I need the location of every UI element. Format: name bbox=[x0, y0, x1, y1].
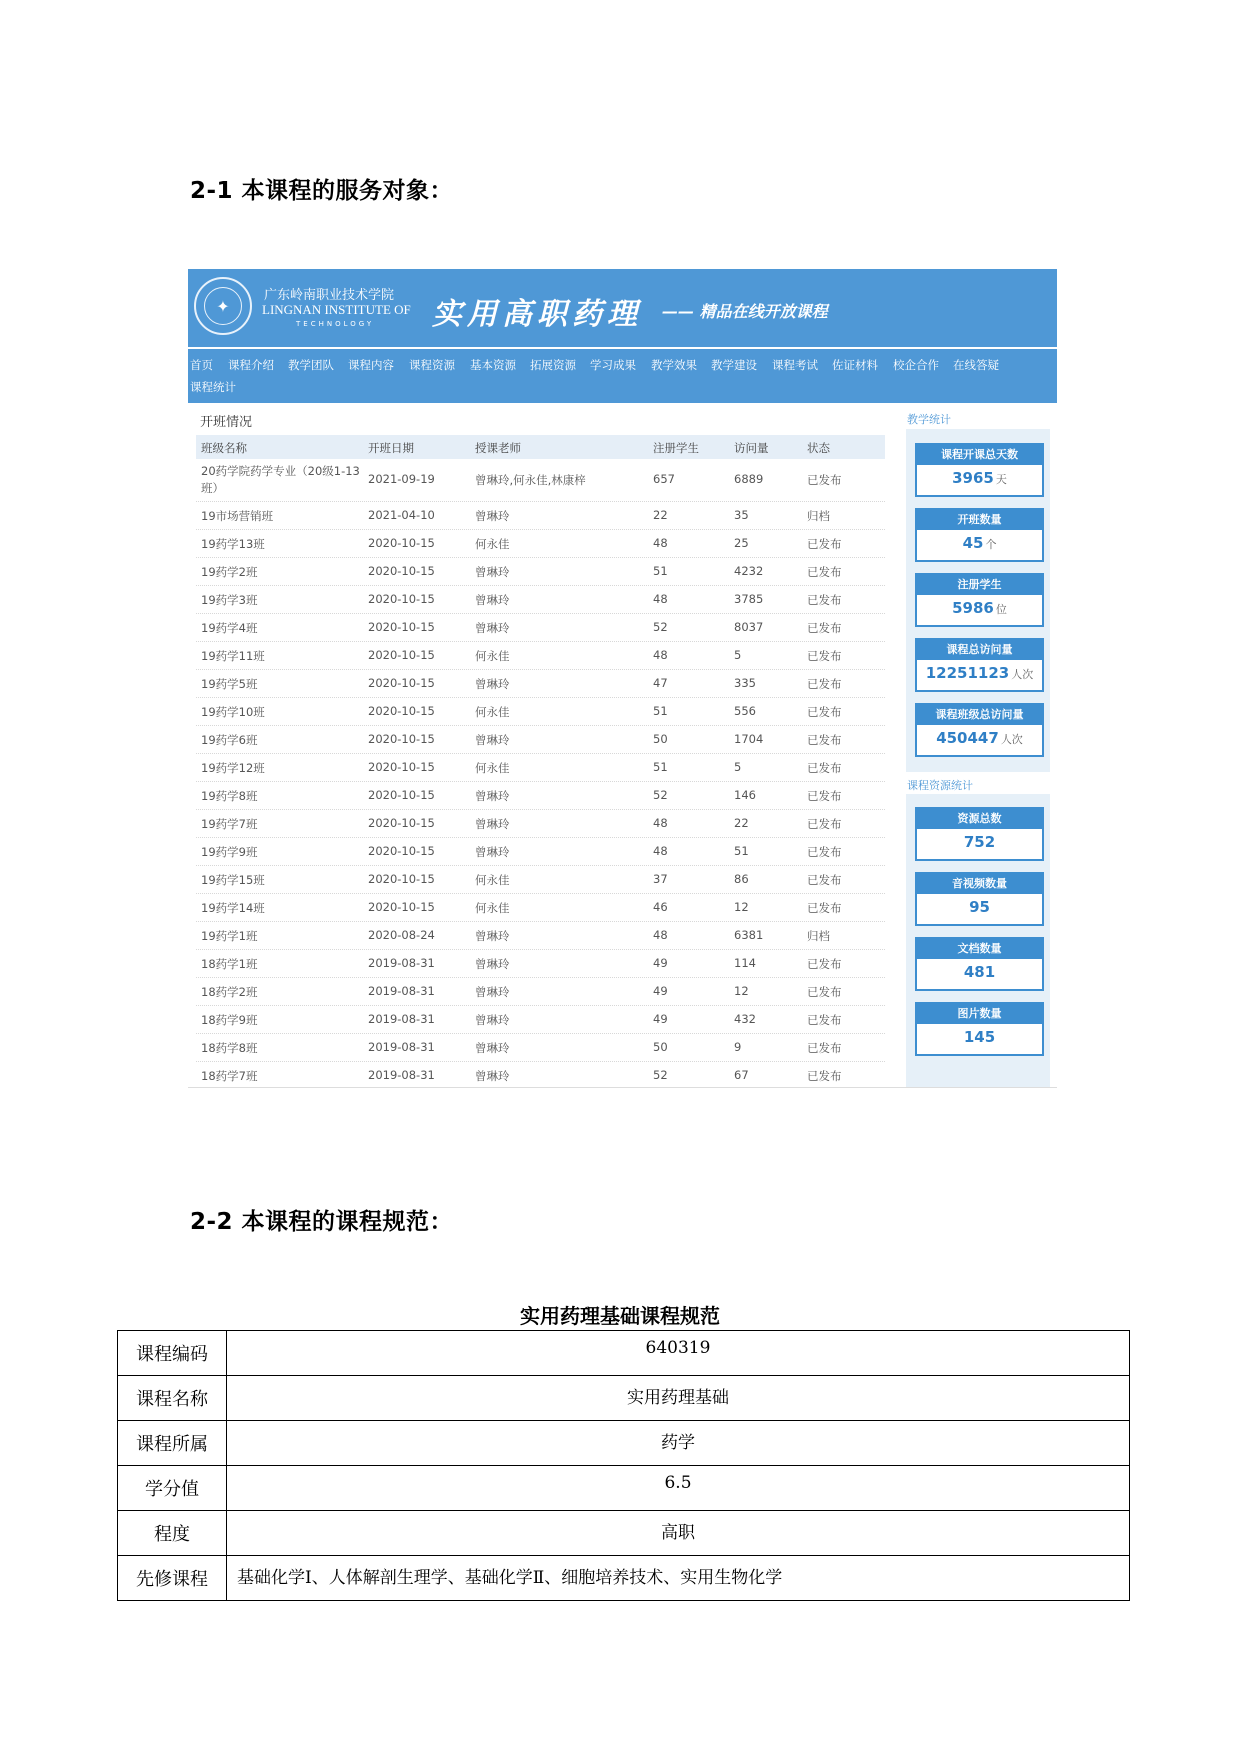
table-cell: 已发布 bbox=[807, 473, 842, 487]
section-heading-course-spec: 2-2 本课程的课程规范： bbox=[190, 1209, 454, 1235]
class-table-header bbox=[196, 435, 885, 459]
stat-card-label: 资源总数 bbox=[917, 809, 1042, 829]
table-cell: 已发布 bbox=[807, 705, 842, 719]
nav-item[interactable]: 教学建设 bbox=[711, 358, 757, 372]
table-cell: 何永佳 bbox=[475, 705, 510, 719]
table-cell: 48 bbox=[653, 648, 668, 662]
table-cell: 657 bbox=[653, 472, 675, 486]
table-row bbox=[196, 585, 885, 614]
table-cell: 曾琳玲,何永佳,林康梓 bbox=[475, 473, 586, 487]
stat-card-value bbox=[917, 1028, 1042, 1046]
stat-card-value bbox=[917, 833, 1042, 851]
table-cell: 12 bbox=[734, 984, 749, 998]
nav-item[interactable]: 课程内容 bbox=[348, 358, 394, 372]
nav-item[interactable]: 课程介绍 bbox=[228, 358, 274, 372]
table-cell: 2020-10-15 bbox=[368, 648, 435, 662]
table-cell: 22 bbox=[734, 816, 749, 830]
table-cell: 35 bbox=[734, 508, 749, 522]
table-cell: 已发布 bbox=[807, 873, 842, 887]
table-cell: 19药学13班 bbox=[201, 537, 265, 551]
table-cell: 2020-10-15 bbox=[368, 844, 435, 858]
stat-card-value bbox=[917, 469, 1042, 487]
table-row bbox=[196, 1005, 885, 1034]
stat-card bbox=[915, 443, 1044, 497]
site-banner bbox=[188, 269, 1057, 347]
table-cell: 2020-10-15 bbox=[368, 620, 435, 634]
table-cell: 何永佳 bbox=[475, 537, 510, 551]
table-cell: 曾琳玲 bbox=[475, 985, 510, 999]
spec-value: 实用药理基础 bbox=[227, 1376, 1130, 1421]
table-cell: 2020-10-15 bbox=[368, 732, 435, 746]
stat-card bbox=[915, 703, 1044, 757]
table-cell: 2019-08-31 bbox=[368, 956, 435, 970]
stat-card-value bbox=[917, 599, 1042, 617]
table-row bbox=[196, 1033, 885, 1062]
table-cell: 67 bbox=[734, 1068, 749, 1082]
table-cell: 48 bbox=[653, 536, 668, 550]
table-cell: 4232 bbox=[734, 564, 764, 578]
nav-item[interactable]: 课程资源 bbox=[409, 358, 455, 372]
table-row bbox=[196, 977, 885, 1006]
table-cell: 6889 bbox=[734, 472, 764, 486]
table-cell: 2021-09-19 bbox=[368, 472, 435, 486]
stat-card-label: 图片数量 bbox=[917, 1004, 1042, 1024]
spec-key: 先修课程 bbox=[118, 1556, 227, 1601]
table-row bbox=[196, 725, 885, 754]
table-cell: 曾琳玲 bbox=[475, 1069, 510, 1083]
table-cell: 50 bbox=[653, 1040, 668, 1054]
table-cell: 已发布 bbox=[807, 789, 842, 803]
stat-value-number: 145 bbox=[963, 1028, 996, 1046]
table-cell: 5 bbox=[734, 648, 742, 662]
table-cell: 曾琳玲 bbox=[475, 817, 510, 831]
stat-card-label: 课程开课总天数 bbox=[917, 445, 1042, 465]
table-cell: 19药学2班 bbox=[201, 565, 258, 579]
spec-row bbox=[118, 1331, 1130, 1376]
table-row bbox=[196, 809, 885, 838]
table-cell: 何永佳 bbox=[475, 761, 510, 775]
table-cell: 432 bbox=[734, 1012, 756, 1026]
nav-item[interactable]: 在线答疑 bbox=[953, 358, 999, 372]
nav-item[interactable]: 佐证材料 bbox=[832, 358, 878, 372]
table-cell: 2020-10-15 bbox=[368, 536, 435, 550]
column-header: 授课老师 bbox=[475, 441, 521, 455]
table-cell: 6381 bbox=[734, 928, 764, 942]
table-cell: 19药学15班 bbox=[201, 873, 265, 887]
table-cell: 2020-10-15 bbox=[368, 676, 435, 690]
stat-value-unit: 位 bbox=[995, 603, 1007, 616]
stat-card bbox=[915, 872, 1044, 926]
stat-card-value bbox=[917, 729, 1042, 747]
stat-card bbox=[915, 573, 1044, 627]
table-cell: 19药学8班 bbox=[201, 789, 258, 803]
table-cell: 何永佳 bbox=[475, 649, 510, 663]
spec-table bbox=[117, 1330, 1130, 1601]
nav-item[interactable]: 基本资源 bbox=[470, 358, 516, 372]
table-cell: 已发布 bbox=[807, 1013, 842, 1027]
table-cell: 已发布 bbox=[807, 677, 842, 691]
table-cell: 19药学5班 bbox=[201, 677, 258, 691]
stat-value-number: 95 bbox=[969, 898, 990, 916]
stat-value-number: 45 bbox=[962, 534, 984, 552]
stat-value-unit: 人次 bbox=[1011, 668, 1034, 681]
table-cell: 51 bbox=[734, 844, 749, 858]
stat-card-value bbox=[917, 664, 1042, 682]
table-cell: 5 bbox=[734, 760, 742, 774]
table-cell: 已发布 bbox=[807, 537, 842, 551]
table-cell: 2020-10-15 bbox=[368, 872, 435, 886]
table-row bbox=[196, 557, 885, 586]
table-cell: 曾琳玲 bbox=[475, 621, 510, 635]
table-cell: 8037 bbox=[734, 620, 764, 634]
spec-value: 640319 bbox=[227, 1331, 1130, 1376]
table-row bbox=[196, 641, 885, 670]
table-row bbox=[196, 781, 885, 810]
table-cell: 18药学2班 bbox=[201, 985, 258, 999]
table-cell: 2020-10-15 bbox=[368, 704, 435, 718]
stat-card bbox=[915, 1002, 1044, 1056]
table-cell: 曾琳玲 bbox=[475, 677, 510, 691]
table-cell: 48 bbox=[653, 592, 668, 606]
spec-key: 课程所属 bbox=[118, 1421, 227, 1466]
table-cell: 18药学7班 bbox=[201, 1069, 258, 1083]
spec-row bbox=[118, 1376, 1130, 1421]
table-row bbox=[196, 837, 885, 866]
stat-card-label: 开班数量 bbox=[917, 510, 1042, 530]
table-cell: 146 bbox=[734, 788, 756, 802]
nav-item[interactable]: 首页 bbox=[190, 358, 213, 372]
column-header: 状态 bbox=[807, 441, 830, 455]
table-cell: 曾琳玲 bbox=[475, 789, 510, 803]
table-cell: 37 bbox=[653, 872, 668, 886]
table-cell: 49 bbox=[653, 984, 668, 998]
stat-value-number: 450447 bbox=[936, 729, 999, 747]
stat-value-unit: 个 bbox=[985, 538, 997, 551]
column-header: 注册学生 bbox=[653, 441, 699, 455]
table-cell: 1704 bbox=[734, 732, 764, 746]
course-site-screenshot bbox=[188, 269, 1057, 1088]
table-cell: 2020-10-15 bbox=[368, 592, 435, 606]
table-row bbox=[196, 865, 885, 894]
stat-card-label: 文档数量 bbox=[917, 939, 1042, 959]
teach-stats-box bbox=[906, 429, 1050, 772]
table-cell: 19药学7班 bbox=[201, 817, 258, 831]
table-cell: 18药学8班 bbox=[201, 1041, 258, 1055]
table-cell: 已发布 bbox=[807, 817, 842, 831]
spec-row bbox=[118, 1466, 1130, 1511]
table-cell: 2019-08-31 bbox=[368, 1068, 435, 1082]
table-cell: 48 bbox=[653, 816, 668, 830]
spec-table-title: 实用药理基础课程规范 bbox=[520, 1304, 720, 1328]
table-cell: 46 bbox=[653, 900, 668, 914]
table-cell: 曾琳玲 bbox=[475, 1041, 510, 1055]
table-cell: 335 bbox=[734, 676, 756, 690]
table-cell: 51 bbox=[653, 704, 668, 718]
nav-item[interactable]: 课程考试 bbox=[772, 358, 818, 372]
table-cell: 19药学6班 bbox=[201, 733, 258, 747]
table-row bbox=[196, 501, 885, 530]
table-cell: 已发布 bbox=[807, 621, 842, 635]
spec-row bbox=[118, 1421, 1130, 1466]
table-cell: 19药学9班 bbox=[201, 845, 258, 859]
school-name-cn: 广东岭南职业技术学院 bbox=[264, 288, 395, 303]
table-cell: 19药学14班 bbox=[201, 901, 265, 915]
table-cell: 47 bbox=[653, 676, 668, 690]
table-cell: 25 bbox=[734, 536, 749, 550]
table-cell: 已发布 bbox=[807, 985, 842, 999]
spec-key: 学分值 bbox=[118, 1466, 227, 1511]
table-cell: 归档 bbox=[807, 929, 830, 943]
table-row bbox=[196, 459, 885, 502]
table-cell: 48 bbox=[653, 844, 668, 858]
table-cell: 已发布 bbox=[807, 1041, 842, 1055]
table-cell: 何永佳 bbox=[475, 873, 510, 887]
table-row bbox=[196, 529, 885, 558]
column-header: 班级名称 bbox=[201, 441, 247, 455]
table-cell: 已发布 bbox=[807, 1069, 842, 1083]
table-cell: 556 bbox=[734, 704, 756, 718]
course-subtitle: —— 精品在线开放课程 bbox=[662, 302, 828, 321]
table-cell: 2019-08-31 bbox=[368, 984, 435, 998]
stat-value-unit: 人次 bbox=[1000, 733, 1023, 746]
spec-key: 程度 bbox=[118, 1511, 227, 1556]
spec-value: 6.5 bbox=[227, 1466, 1130, 1511]
table-cell: 曾琳玲 bbox=[475, 929, 510, 943]
stat-card-label: 注册学生 bbox=[917, 575, 1042, 595]
table-cell: 9 bbox=[734, 1040, 742, 1054]
table-cell: 52 bbox=[653, 788, 668, 802]
spec-value: 药学 bbox=[227, 1421, 1130, 1466]
spec-key: 课程编码 bbox=[118, 1331, 227, 1376]
table-cell: 归档 bbox=[807, 509, 830, 523]
column-header: 开班日期 bbox=[368, 441, 414, 455]
stat-card bbox=[915, 937, 1044, 991]
table-cell: 18药学9班 bbox=[201, 1013, 258, 1027]
table-cell: 2020-10-15 bbox=[368, 900, 435, 914]
table-cell: 曾琳玲 bbox=[475, 845, 510, 859]
nav-item[interactable]: 学习成果 bbox=[590, 358, 636, 372]
spec-value: 基础化学Ⅰ、人体解剖生理学、基础化学Ⅱ、细胞培养技术、实用生物化学 bbox=[227, 1556, 1130, 1601]
site-nav bbox=[188, 349, 1057, 403]
panel-title: 开班情况 bbox=[200, 415, 253, 430]
section-heading-service-target: 2-1 本课程的服务对象： bbox=[190, 178, 454, 204]
table-cell: 曾琳玲 bbox=[475, 1013, 510, 1027]
stat-value-number: 3965 bbox=[952, 469, 994, 487]
table-cell: 已发布 bbox=[807, 761, 842, 775]
table-cell: 已发布 bbox=[807, 957, 842, 971]
teach-stats-label: 教学统计 bbox=[907, 413, 951, 426]
table-cell: 2020-10-15 bbox=[368, 816, 435, 830]
table-cell: 2019-08-31 bbox=[368, 1040, 435, 1054]
table-cell: 19药学10班 bbox=[201, 705, 265, 719]
table-cell: 3785 bbox=[734, 592, 764, 606]
table-cell: 曾琳玲 bbox=[475, 565, 510, 579]
table-cell: 曾琳玲 bbox=[475, 957, 510, 971]
nav-item[interactable]: 课程统计 bbox=[190, 380, 236, 394]
table-row bbox=[196, 1061, 885, 1088]
stat-card-label: 课程班级总访问量 bbox=[917, 705, 1042, 725]
table-cell: 20药学院药学专业（20级1-13班） bbox=[201, 464, 360, 495]
table-cell: 12 bbox=[734, 900, 749, 914]
table-cell: 19药学12班 bbox=[201, 761, 265, 775]
course-title: 实用高职药理 bbox=[432, 297, 642, 332]
table-cell: 2019-08-31 bbox=[368, 1012, 435, 1026]
table-cell: 18药学1班 bbox=[201, 957, 258, 971]
table-cell: 已发布 bbox=[807, 901, 842, 915]
table-cell: 19药学11班 bbox=[201, 649, 265, 663]
table-cell: 19市场营销班 bbox=[201, 509, 274, 523]
table-cell: 2020-10-15 bbox=[368, 788, 435, 802]
table-cell: 48 bbox=[653, 928, 668, 942]
school-name-en: LINGNAN INSTITUTE OF bbox=[262, 302, 411, 317]
table-cell: 49 bbox=[653, 956, 668, 970]
table-cell: 已发布 bbox=[807, 733, 842, 747]
table-cell: 86 bbox=[734, 872, 749, 886]
spec-key: 课程名称 bbox=[118, 1376, 227, 1421]
table-row bbox=[196, 613, 885, 642]
column-header: 访问量 bbox=[734, 441, 769, 455]
stat-card-label: 课程总访问量 bbox=[917, 640, 1042, 660]
table-cell: 曾琳玲 bbox=[475, 593, 510, 607]
stat-card bbox=[915, 638, 1044, 692]
table-cell: 已发布 bbox=[807, 565, 842, 579]
stat-value-number: 481 bbox=[963, 963, 996, 981]
stat-value-number: 12251123 bbox=[925, 664, 1010, 682]
nav-item[interactable]: 校企合作 bbox=[893, 358, 939, 372]
table-row bbox=[196, 753, 885, 782]
resource-stats-label: 课程资源统计 bbox=[907, 779, 973, 792]
table-cell: 2021-04-10 bbox=[368, 508, 435, 522]
table-cell: 何永佳 bbox=[475, 901, 510, 915]
table-cell: 曾琳玲 bbox=[475, 509, 510, 523]
stat-card-value bbox=[917, 534, 1042, 552]
table-row bbox=[196, 949, 885, 978]
table-cell: 已发布 bbox=[807, 845, 842, 859]
table-cell: 50 bbox=[653, 732, 668, 746]
table-cell: 51 bbox=[653, 564, 668, 578]
stat-card-value bbox=[917, 963, 1042, 981]
stat-value-number: 752 bbox=[963, 833, 996, 851]
table-cell: 114 bbox=[734, 956, 756, 970]
table-cell: 曾琳玲 bbox=[475, 733, 510, 747]
stat-card-label: 音视频数量 bbox=[917, 874, 1042, 894]
stat-value-number: 5986 bbox=[952, 599, 994, 617]
school-logo-icon: ✦ bbox=[194, 277, 252, 335]
nav-item[interactable]: 拓展资源 bbox=[530, 358, 576, 372]
table-cell: 19药学4班 bbox=[201, 621, 258, 635]
table-row bbox=[196, 893, 885, 922]
table-cell: 52 bbox=[653, 1068, 668, 1082]
spec-row bbox=[118, 1511, 1130, 1556]
stat-card bbox=[915, 508, 1044, 562]
table-cell: 已发布 bbox=[807, 593, 842, 607]
table-cell: 19药学3班 bbox=[201, 593, 258, 607]
table-cell: 52 bbox=[653, 620, 668, 634]
school-name-en-2: TECHNOLOGY bbox=[296, 320, 375, 328]
table-cell: 22 bbox=[653, 508, 668, 522]
table-cell: 49 bbox=[653, 1012, 668, 1026]
table-cell: 2020-10-15 bbox=[368, 564, 435, 578]
spec-value: 高职 bbox=[227, 1511, 1130, 1556]
stat-card bbox=[915, 807, 1044, 861]
table-cell: 2020-08-24 bbox=[368, 928, 435, 942]
nav-item[interactable]: 教学效果 bbox=[651, 358, 697, 372]
spec-row bbox=[118, 1556, 1130, 1601]
table-row bbox=[196, 921, 885, 950]
table-cell: 51 bbox=[653, 760, 668, 774]
table-cell: 2020-10-15 bbox=[368, 760, 435, 774]
table-cell: 19药学1班 bbox=[201, 929, 258, 943]
nav-item[interactable]: 教学团队 bbox=[288, 358, 334, 372]
stat-card-value bbox=[917, 898, 1042, 916]
table-cell: 已发布 bbox=[807, 649, 842, 663]
resource-stats-box bbox=[906, 794, 1050, 1087]
table-row bbox=[196, 669, 885, 698]
stat-value-unit: 天 bbox=[995, 473, 1007, 486]
table-row bbox=[196, 697, 885, 726]
